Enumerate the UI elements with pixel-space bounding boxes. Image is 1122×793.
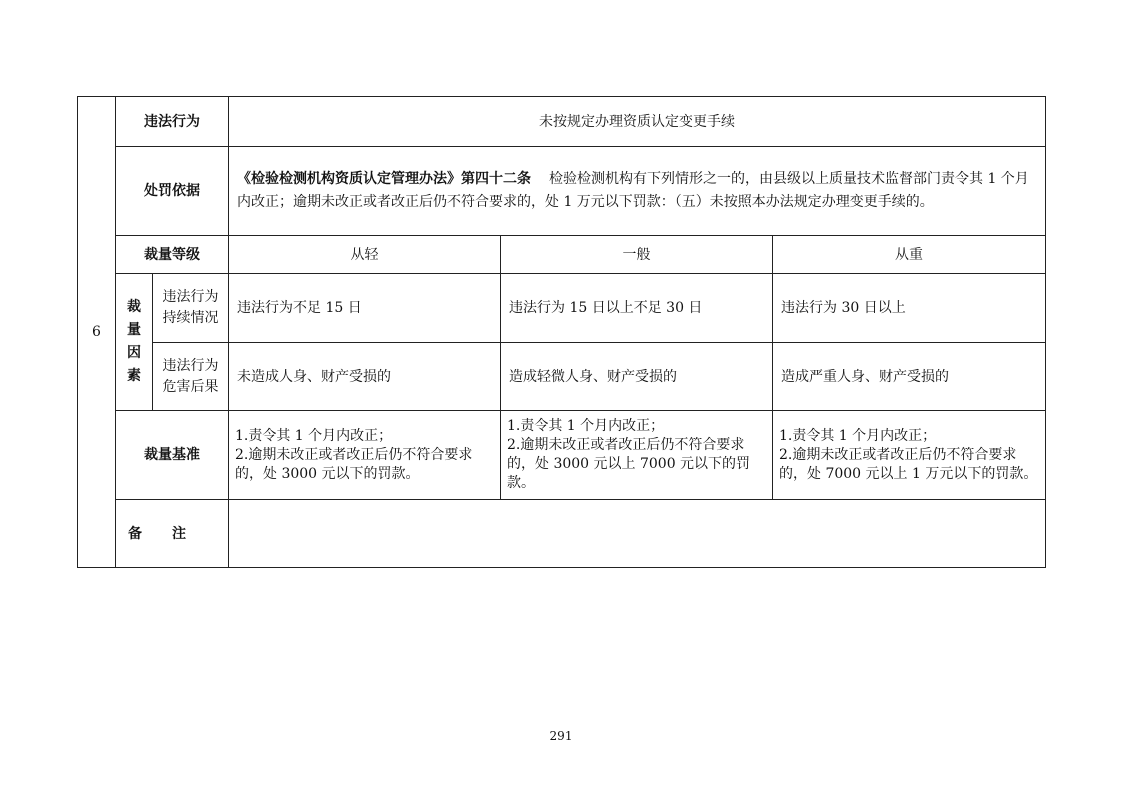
duration-label-line2: 持续情况 <box>162 310 219 326</box>
item-number: 6 <box>78 97 116 568</box>
level-label: 裁量等级 <box>116 236 229 274</box>
violation-label: 违法行为 <box>116 97 229 147</box>
factors-char: 量 <box>127 322 141 338</box>
standard-general <box>501 411 773 500</box>
harm-label <box>153 343 229 411</box>
duration-row <box>78 274 1046 343</box>
level-light: 从轻 <box>229 236 501 274</box>
harm-label-line2: 危害后果 <box>162 378 219 395</box>
standard-heavy-line: 1.责令其 1 个月内改正； <box>779 427 937 444</box>
standard-light-line: 的，处 3000 元以下的罚款。 <box>235 465 420 482</box>
harm-light: 未造成人身、财产受损的 <box>229 343 501 411</box>
duration-general: 违法行为 15 日以上不足 30 日 <box>501 274 773 343</box>
standard-light-line: 1.责令其 1 个月内改正； <box>235 427 393 444</box>
remarks-row <box>78 500 1046 568</box>
standard-general-line: 2.逾期未改正或者改正后仍不符合要求 <box>507 437 745 453</box>
basis-text <box>229 147 1046 236</box>
harm-heavy: 造成严重人身、财产受损的 <box>773 343 1046 411</box>
basis-reference: 《检验检测机构资质认定管理办法》第四十二条 <box>237 171 531 187</box>
page-number: 291 <box>549 729 573 743</box>
duration-light: 违法行为不足 15 日 <box>229 274 501 343</box>
duration-label-line1: 违法行为 <box>162 289 219 305</box>
level-row <box>78 236 1046 274</box>
factors-char: 裁 <box>127 299 141 315</box>
basis-row <box>78 147 1046 236</box>
standard-general-line: 的，处 3000 元以上 7000 元以下的罚款。 <box>507 456 751 491</box>
duration-label <box>153 274 229 343</box>
standard-heavy <box>773 411 1046 500</box>
level-general: 一般 <box>501 236 773 274</box>
harm-general: 造成轻微人身、财产受损的 <box>501 343 773 411</box>
basis-content: 检验检测机构有下列情形之一的，由县级以上质量技术监督部门责令其 1 个月内改正；逾期未改正或者改正后仍不符合要求的，处 1 万元以下罚款：（五）未按照本办法规定办理变更手续的。 <box>237 171 1029 210</box>
standard-row <box>78 411 1046 500</box>
standard-general-line: 1.责令其 1 个月内改正； <box>507 418 665 434</box>
level-heavy: 从重 <box>773 236 1046 274</box>
remarks-value <box>229 500 1046 568</box>
basis-label: 处罚依据 <box>116 147 229 236</box>
remarks-label: 备注 <box>116 500 229 568</box>
standard-light-line: 2.逾期未改正或者改正后仍不符合要求 <box>235 446 473 463</box>
violation-value: 未按规定办理资质认定变更手续 <box>229 97 1046 147</box>
duration-heavy: 违法行为 30 日以上 <box>773 274 1046 343</box>
standard-light <box>229 411 501 500</box>
factors-char: 素 <box>127 368 141 384</box>
penalty-discretion-table <box>77 96 1046 568</box>
standard-heavy-line: 2.逾期未改正或者改正后仍不符合要求 <box>779 446 1017 463</box>
violation-row <box>78 97 1046 147</box>
harm-row <box>78 343 1046 411</box>
factors-label <box>116 274 153 411</box>
standard-heavy-line: 的，处 7000 元以上 1 万元以下的罚款。 <box>779 465 1038 482</box>
standard-label: 裁量基准 <box>116 411 229 500</box>
harm-label-line1: 违法行为 <box>162 357 219 374</box>
factors-char: 因 <box>127 345 141 361</box>
